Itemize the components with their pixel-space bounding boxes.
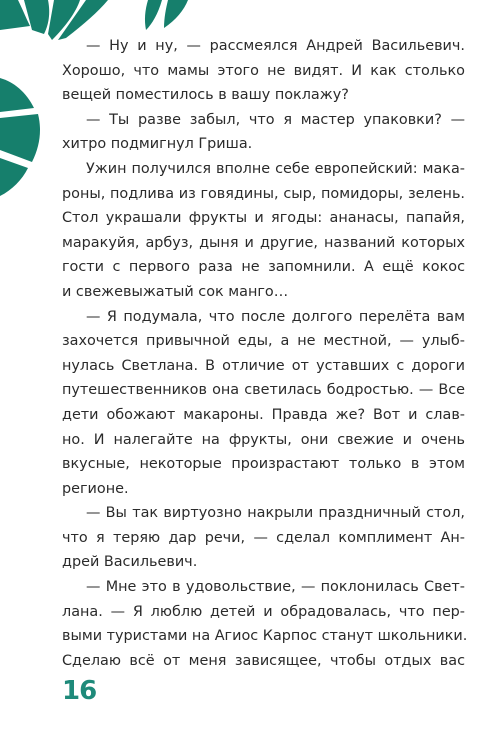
text-line: захочется привычной еды, а не местной, — улыб- <box>62 333 465 350</box>
text-line: роны, подлива из говядины, сыр, помидоры, зелень. <box>62 185 465 202</box>
page-number: 16 <box>62 676 97 706</box>
text-line: Хорошо, что мамы этого не видят. И как столько <box>62 62 465 79</box>
text-line: регионе. <box>62 480 129 497</box>
text-line: что я теряю дар речи, — сделал комплимент Ан- <box>62 529 465 546</box>
text-line: вкусные, некоторые произрастают только в этом <box>62 456 465 473</box>
text-line: вещей поместилось в вашу поклажу? <box>62 87 349 104</box>
text-line: — Вы так виртуозно накрыли праздничный стол, <box>86 505 465 522</box>
page-text <box>62 34 468 673</box>
text-line: но. И налегайте на фрукты, они свежие и очень <box>62 431 465 448</box>
text-line: — Ты разве забыл, что я мастер упаковки? — <box>86 111 465 128</box>
text-line: — Мне это в удовольствие, — поклонилась Свет- <box>86 579 465 596</box>
text-line: Стол украшали фрукты и ягоды: ананасы, папайя, <box>62 210 465 227</box>
text-line: хитро подмигнул Гриша. <box>62 136 253 153</box>
text-line: дети обожают макароны. Правда же? Вот и слав- <box>62 406 465 423</box>
text-line: маракуйя, арбуз, дыня и другие, названий которых <box>62 234 465 251</box>
text-line: путешественников она светилась бодростью. — Все <box>62 382 465 399</box>
text-line: и свежевыжатый сок манго… <box>62 283 289 300</box>
text-line: Сделаю всё от меня зависящее, чтобы отдых вас <box>62 652 465 669</box>
text-line: выми туристами на Агиос Карпос станут школьники. <box>62 628 468 645</box>
text-line: нулась Светлана. В отличие от уставших с дороги <box>62 357 465 374</box>
text-line: лана. — Я люблю детей и обрадовалась, что пер- <box>62 603 465 620</box>
text-line: дрей Васильевич. <box>62 554 198 571</box>
text-line: Ужин получился вполне себе европейский: мака- <box>86 160 465 177</box>
text-line: — Ну и ну, — рассмеялся Андрей Васильевич. <box>86 38 465 54</box>
text-line: гости с первого раза не запомнили. А ещё кокос <box>62 259 465 276</box>
text-line: — Я подумала, что после долгого перелёта вам <box>86 308 465 325</box>
